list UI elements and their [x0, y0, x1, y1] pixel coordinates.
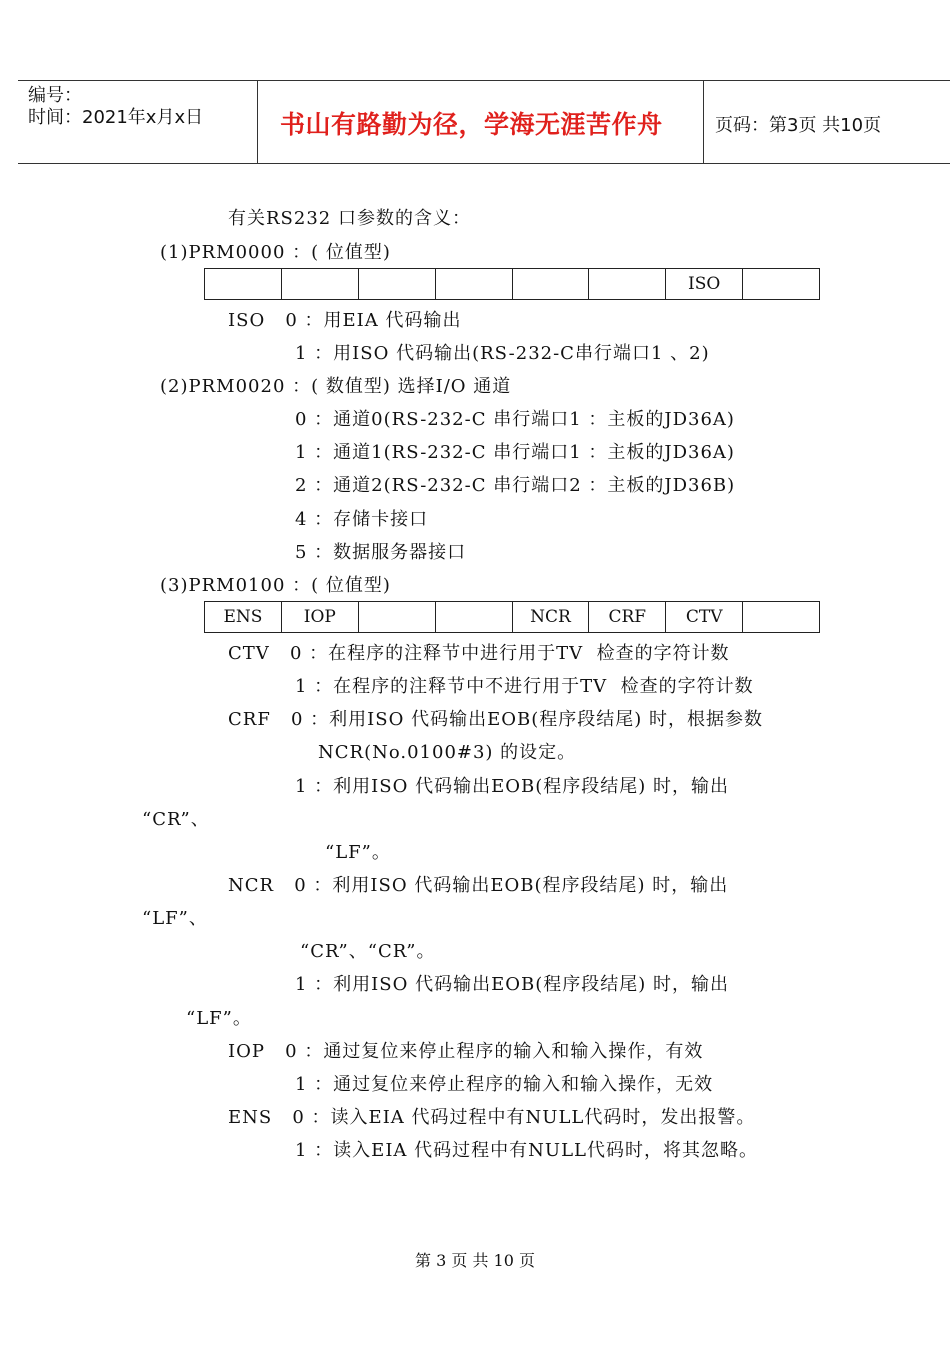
bit-cell: ENS [205, 602, 282, 633]
ncr-0-line: NCR 0 ：利用ISO 代码输出EOB(程序段结尾) 时，输出 [228, 875, 729, 896]
bit-cell: ISO [666, 269, 743, 300]
prm0020-heading: (2)PRM0020 ：( 数值型) 选择I/O 通道 [160, 376, 512, 397]
bit-cell [205, 269, 282, 300]
bit-cell [589, 269, 666, 300]
prm0100-bit-table [204, 601, 820, 633]
crf-0-line: CRF 0 ：利用ISO 代码输出EOB(程序段结尾) 时，根据参数 [228, 709, 763, 730]
prm0000-bit-table [204, 268, 820, 300]
crf-1-line: 1 ：利用ISO 代码输出EOB(程序段结尾) 时，输出 [295, 776, 729, 797]
ctv-1-line: 1 ：在程序的注释节中不进行用于TV 检查的字符计数 [295, 676, 754, 697]
document-number-label: 编号： [28, 85, 82, 106]
channel-5-line: 5 ：数据服务器接口 [295, 542, 467, 563]
crf-0-continuation: NCR(No.0100#3) 的设定。 [318, 742, 577, 763]
bit-cell [358, 269, 435, 300]
prm0100-heading: (3)PRM0100 ：( 位值型) [160, 575, 391, 596]
bit-cell [435, 269, 512, 300]
ctv-0-line: CTV 0 ：在程序的注释节中进行用于TV 检查的字符计数 [228, 643, 730, 664]
bit-cell [743, 269, 820, 300]
bit-cell: NCR [512, 602, 589, 633]
bit-cell [743, 602, 820, 633]
page-footer: 第 3 页 共 10 页 [415, 1251, 535, 1270]
bit-cell: CRF [589, 602, 666, 633]
crf-1-continuation: “CR”、 [142, 809, 210, 830]
ens-0-line: ENS 0 ：读入EIA 代码过程中有NULL代码时，发出报警。 [228, 1107, 756, 1128]
crf-1-continuation-2: “LF”。 [325, 842, 391, 863]
ncr-0-continuation: “LF”、 [142, 908, 208, 929]
bit-cell: IOP [281, 602, 358, 633]
iop-0-line: IOP 0 ：通过复位来停止程序的输入和输入操作，有效 [228, 1041, 704, 1062]
bit-cell [512, 269, 589, 300]
channel-2-line: 2 ：通道2(RS-232-C 串行端口2 ：主板的JD36B) [295, 475, 736, 496]
channel-1-line: 1 ：通道1(RS-232-C 串行端口1 ：主板的JD36A) [295, 442, 735, 463]
iso-1-line: 1 ：用ISO 代码输出(RS-232-C串行端口1 、2) [295, 343, 710, 364]
intro-line: 有关RS232 口参数的含义： [228, 208, 471, 229]
iso-0-line: ISO 0 ：用EIA 代码输出 [228, 310, 462, 331]
ncr-1-continuation: “LF”。 [186, 1008, 252, 1029]
channel-4-line: 4 ：存储卡接口 [295, 509, 429, 530]
document-date: 时间：2021年x月x日 [28, 107, 204, 128]
iop-1-line: 1 ：通过复位来停止程序的输入和输入操作，无效 [295, 1074, 714, 1095]
header-divider [257, 81, 258, 163]
bit-cell: CTV [666, 602, 743, 633]
ncr-1-line: 1 ：利用ISO 代码输出EOB(程序段结尾) 时，输出 [295, 974, 729, 995]
header-meta [28, 85, 203, 129]
header-page-info: 页码：第3页 共10页 [715, 115, 882, 136]
bit-cell [281, 269, 358, 300]
prm0000-heading: (1)PRM0000 ：( 位值型) [160, 242, 391, 263]
channel-0-line: 0 ：通道0(RS-232-C 串行端口1 ：主板的JD36A) [295, 409, 735, 430]
page-header [18, 80, 950, 164]
bit-cell [358, 602, 435, 633]
ncr-0-continuation-2: “CR”、“CR”。 [300, 941, 436, 962]
header-divider [703, 81, 704, 163]
ens-1-line: 1 ：读入EIA 代码过程中有NULL代码时，将其忽略。 [295, 1140, 758, 1161]
header-motto: 书山有路勤为径，学海无涯苦作舟 [280, 110, 663, 139]
bit-cell [435, 602, 512, 633]
